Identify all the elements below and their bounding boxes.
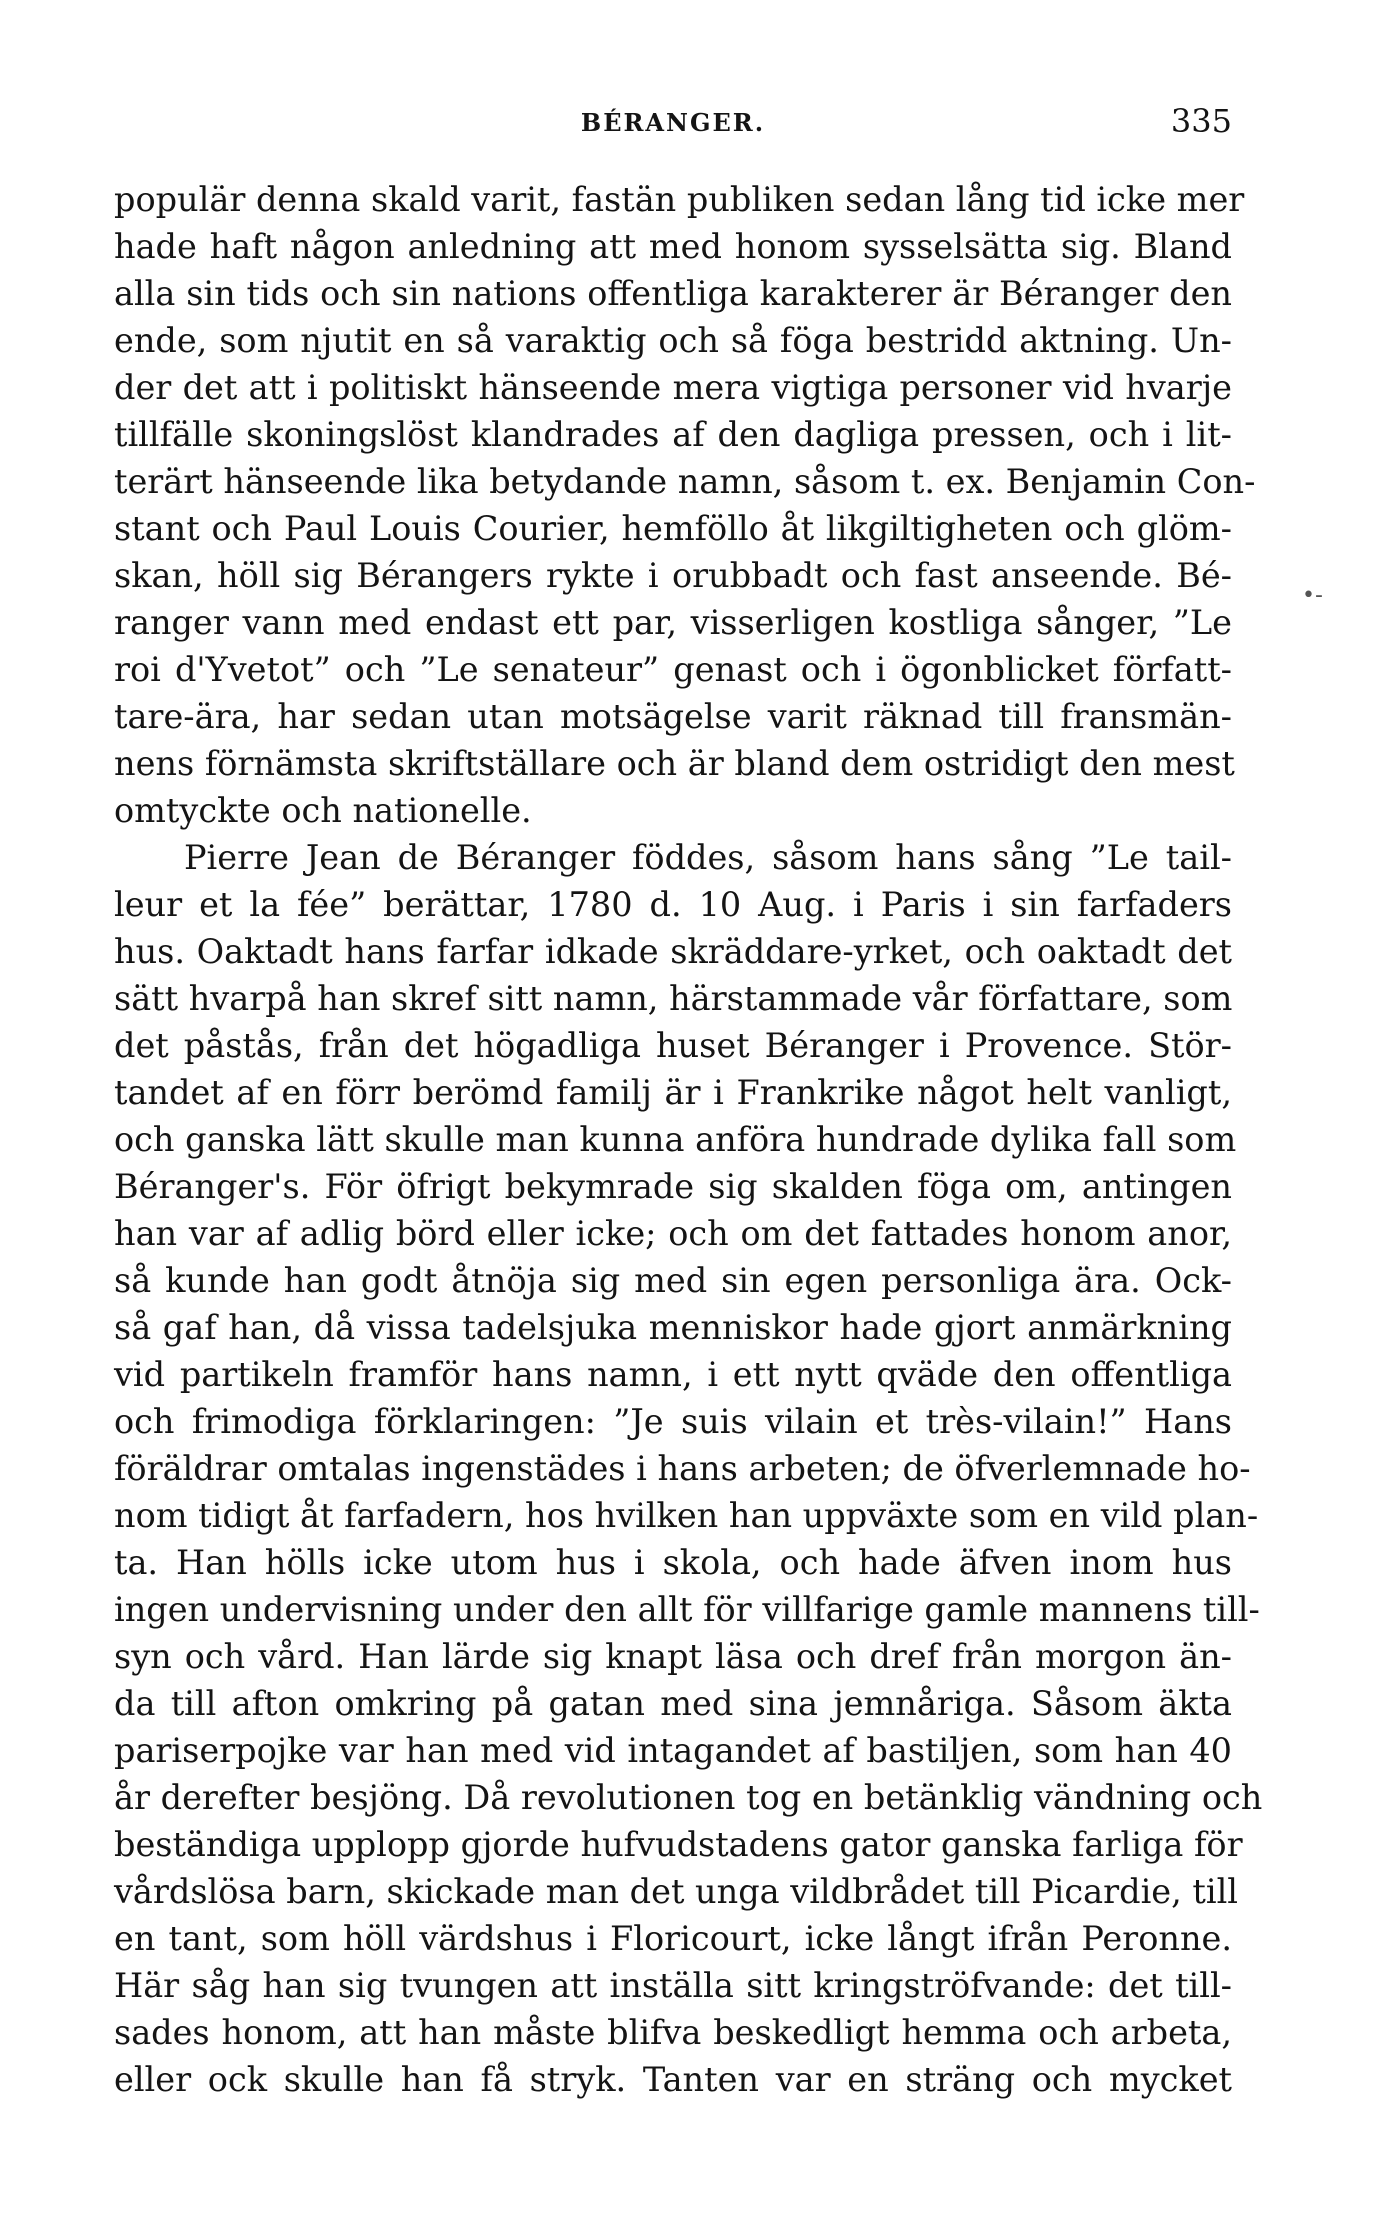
text-line: det påstås, från det högadliga huset Béranger i Provence. Stör- xyxy=(114,1026,1232,1065)
text-line: sätt hvarpå han skref sitt namn, härstammade vår författare, som xyxy=(114,979,1233,1018)
text-line: en tant, som höll värdshus i Floricourt, icke långt ifrån Peronne. xyxy=(114,1919,1232,1958)
text-line: nom tidigt åt farfadern, hos hvilken han uppväxte som en vild plan- xyxy=(114,1496,1259,1535)
text-line: eller ock skulle han få stryk. Tanten var en sträng och mycket xyxy=(114,2060,1232,2099)
text-line: skan, höll sig Bérangers rykte i orubbadt och fast anseende. Bé- xyxy=(114,556,1232,595)
text-line: syn och vård. Han lärde sig knapt läsa och dref från morgon än- xyxy=(114,1637,1232,1676)
text-line: och ganska lätt skulle man kunna anföra hundrade dylika fall som xyxy=(114,1120,1237,1159)
body-text xyxy=(114,176,1263,2103)
text-line: så gaf han, då vissa tadelsjuka menniskor hade gjort anmärkning xyxy=(114,1308,1232,1347)
text-line: da till afton omkring på gatan med sina jemnåriga. Såsom äkta xyxy=(114,1684,1232,1723)
page-number: 335 xyxy=(1170,102,1232,140)
text-line: vårdslösa barn, skickade man det unga vildbrådet till Picardie, till xyxy=(114,1872,1239,1911)
text-line: hade haft någon anledning att med honom sysselsätta sig. Bland xyxy=(114,227,1232,266)
text-line: hus. Oaktadt hans farfar idkade skräddare-yrket, och oaktadt det xyxy=(114,932,1232,971)
text-line: vid partikeln framför hans namn, i ett nytt qväde den offentliga xyxy=(114,1355,1232,1394)
text-line: nens förnämsta skriftställare och är bland dem ostridigt den mest xyxy=(114,744,1235,783)
text-line: tillfälle skoningslöst klandrades af den dagliga pressen, och i lit- xyxy=(114,415,1232,454)
paragraph-start-line: Pierre Jean de Béranger föddes, såsom hans sång ”Le tail- xyxy=(184,838,1232,877)
text-line: ranger vann med endast ett par, visserligen kostliga sånger, ”Le xyxy=(114,603,1232,642)
text-line: sades honom, att han måste blifva beskedligt hemma och arbeta, xyxy=(114,2013,1232,2052)
text-line: han var af adlig börd eller icke; och om det fattades honom anor, xyxy=(114,1214,1232,1253)
text-line: föräldrar omtalas ingenstädes i hans arbeten; de öfverlemnade ho- xyxy=(114,1449,1251,1488)
running-head xyxy=(114,102,1232,148)
text-line: år derefter besjöng. Då revolutionen tog en betänklig vändning och xyxy=(114,1778,1263,1817)
text-line: och frimodiga förklaringen: ”Je suis vilain et très-vilain!” Hans xyxy=(114,1402,1232,1441)
text-line: tare-ära, har sedan utan motsägelse varit räknad till fransmän- xyxy=(114,697,1232,736)
text-line: populär denna skald varit, fastän publiken sedan lång tid icke mer xyxy=(114,180,1245,219)
text-line: ta. Han hölls icke utom hus i skola, och hade äfven inom hus xyxy=(114,1543,1232,1582)
text-line: roi d'Yvetot” och ”Le senateur” genast och i ögonblicket författ- xyxy=(114,650,1232,689)
text-line: leur et la fée” berättar, 1780 d. 10 Aug. i Paris i sin farfaders xyxy=(114,885,1232,924)
text-line: tandet af en förr berömd familj är i Frankrike något helt vanligt, xyxy=(114,1073,1232,1112)
paragraph-end-line: omtyckte och nationelle. xyxy=(114,791,532,830)
text-line: så kunde han godt åtnöja sig med sin egen personliga ära. Ock- xyxy=(114,1261,1232,1300)
text-line: ingen undervisning under den allt för villfarige gamle mannens till- xyxy=(114,1590,1260,1629)
text-line: Här såg han sig tvungen att inställa sitt kringströfvande: det till- xyxy=(114,1966,1232,2005)
text-line: beständiga upplopp gjorde hufvudstadens gator ganska farliga för xyxy=(114,1825,1243,1864)
margin-mark: •- xyxy=(1302,583,1323,608)
text-line: ende, som njutit en så varaktig och så föga bestridd aktning. Un- xyxy=(114,321,1232,360)
text-line: Béranger's. För öfrigt bekymrade sig skalden föga om, antingen xyxy=(114,1167,1232,1206)
text-line: pariserpojke var han med vid intagandet af bastiljen, som han 40 xyxy=(114,1731,1232,1770)
text-line: der det att i politiskt hänseende mera vigtiga personer vid hvarje xyxy=(114,368,1232,407)
text-line: alla sin tids och sin nations offentliga karakterer är Béranger den xyxy=(114,274,1232,313)
running-title: BÉRANGER. xyxy=(580,108,766,137)
text-line: terärt hänseende lika betydande namn, såsom t. ex. Benjamin Con- xyxy=(114,462,1256,501)
text-line: stant och Paul Louis Courier, hemföllo åt likgiltigheten och glöm- xyxy=(114,509,1232,548)
